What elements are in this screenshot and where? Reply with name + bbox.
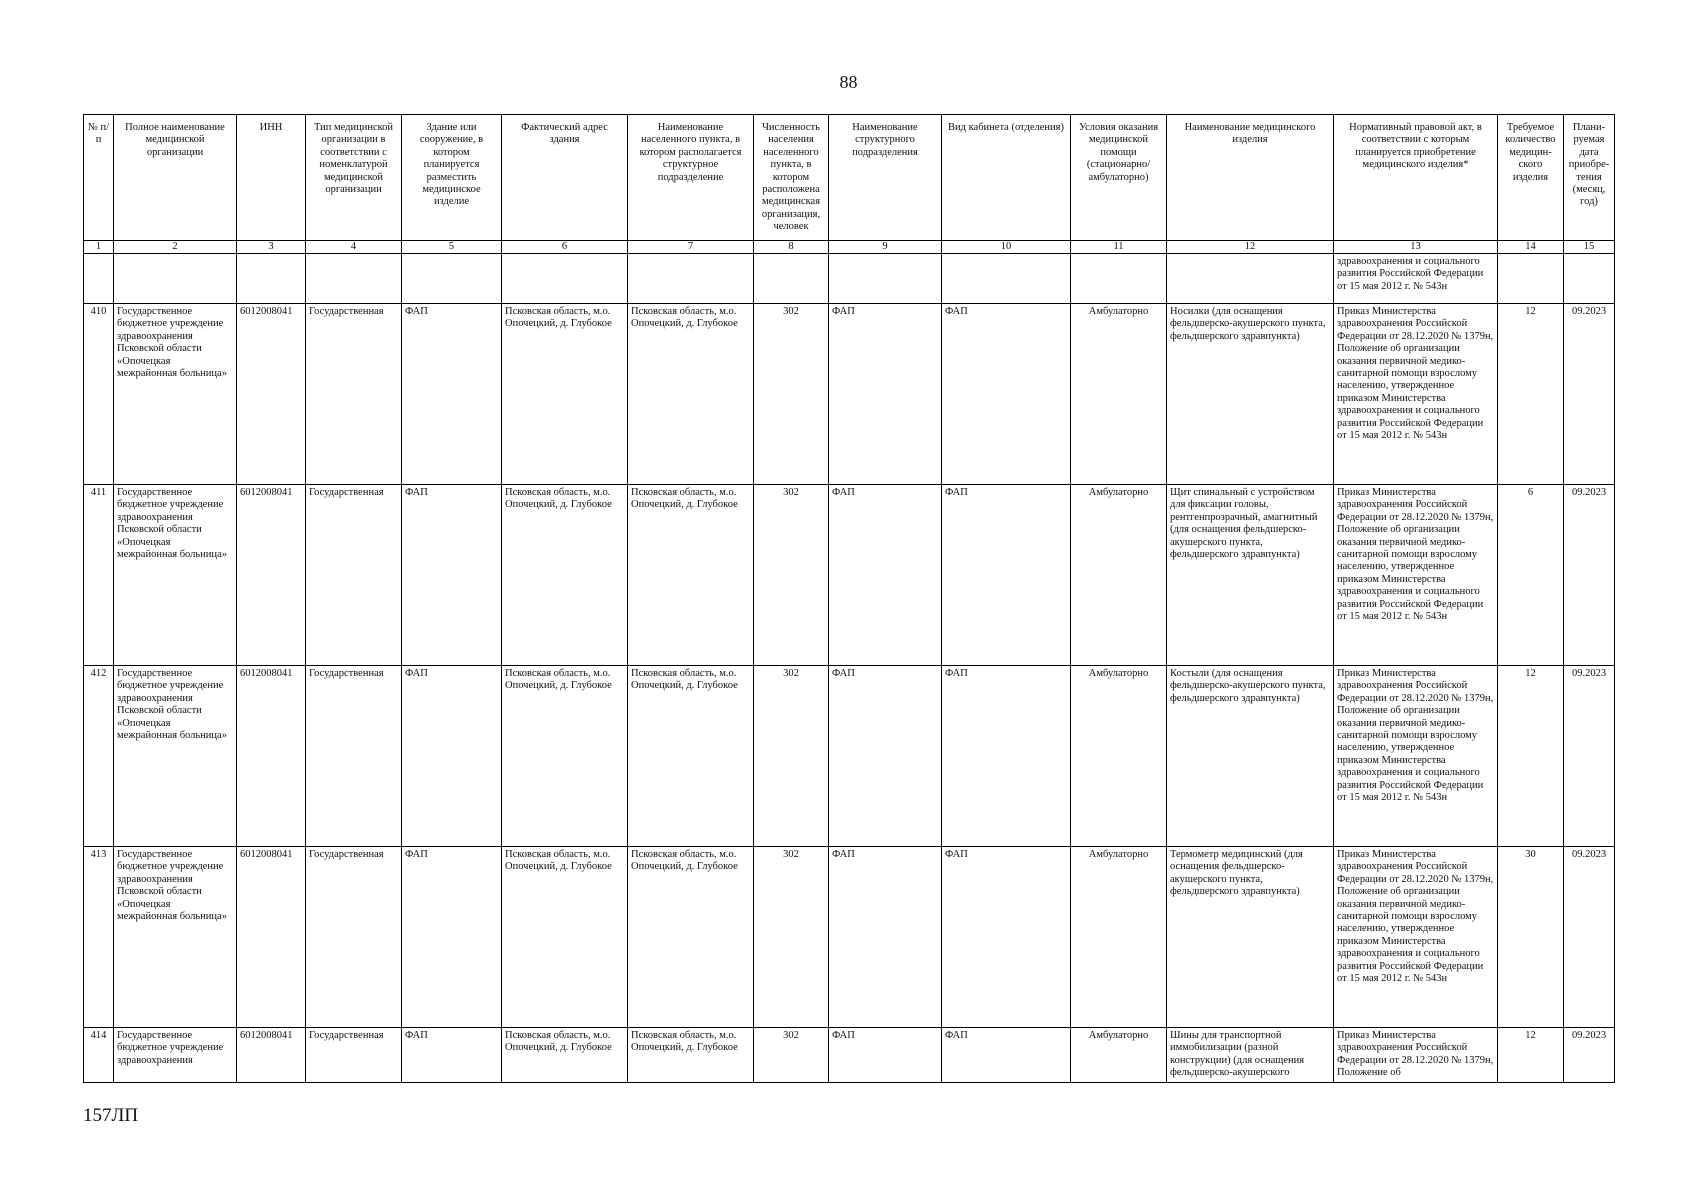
column-number: 10 bbox=[942, 241, 1071, 254]
header-cell: ИНН bbox=[237, 115, 306, 241]
legal-act: Приказ Министерства здравоохранения Российской Федерации от 28.12.2020 № 1379н, Положение об организации оказания первичной медико-санитарной помощи взрослому населению, утвержденное приказом Министерства здравоохранения и социального развития Российской Федерации от 15 мая 2012 г. № 543н bbox=[1334, 304, 1498, 485]
planned-date: 09.2023 bbox=[1564, 485, 1615, 666]
column-number: 4 bbox=[306, 241, 402, 254]
locality: Псковская область, м.о. Опочецкий, д. Глубокое bbox=[628, 304, 754, 485]
column-number: 8 bbox=[754, 241, 829, 254]
inn: 6012008041 bbox=[237, 666, 306, 847]
subdivision: ФАП bbox=[829, 847, 942, 1028]
device-name: Костыли (для оснащения фельдшерско-акушерского пункта, фельдшерского здравпункта) bbox=[1167, 666, 1334, 847]
page-number: 88 bbox=[839, 72, 858, 92]
subdivision: ФАП bbox=[829, 485, 942, 666]
legal-act: Приказ Министерства здравоохранения Российской Федерации от 28.12.2020 № 1379н, Положение об организации оказания первичной медико-санитарной помощи взрослому населению, утвержденное приказом Министерства здравоохранения и социального развития Российской Федерации от 15 мая 2012 г. № 543н bbox=[1334, 666, 1498, 847]
header-cell: Наименование структурного подразделения bbox=[829, 115, 942, 241]
column-number: 11 bbox=[1071, 241, 1167, 254]
address: Псковская область, м.о. Опочецкий, д. Глубокое bbox=[502, 485, 628, 666]
column-number: 9 bbox=[829, 241, 942, 254]
planned-date: 09.2023 bbox=[1564, 847, 1615, 1028]
address: Псковская область, м.о. Опочецкий, д. Глубокое bbox=[502, 1028, 628, 1083]
continuation-text: здравоохранения и социального развития Российской Федерации от 15 мая 2012 г. № 543н bbox=[1334, 254, 1498, 304]
header-cell: Вид кабинета (отделения) bbox=[942, 115, 1071, 241]
cabinet: ФАП bbox=[942, 1028, 1071, 1083]
building: ФАП bbox=[402, 485, 502, 666]
inn: 6012008041 bbox=[237, 485, 306, 666]
population: 302 bbox=[754, 485, 829, 666]
table-row bbox=[84, 666, 1615, 847]
device-name: Шины для транспортной иммобилизации (разной конструкции) (для оснащения фельдшерско-акушерского bbox=[1167, 1028, 1334, 1083]
column-number: 12 bbox=[1167, 241, 1334, 254]
quantity: 12 bbox=[1498, 1028, 1564, 1083]
org-type: Государственная bbox=[306, 485, 402, 666]
header-cell: Требуемое количество медицин-ского изделия bbox=[1498, 115, 1564, 241]
conditions: Амбулаторно bbox=[1071, 847, 1167, 1028]
locality: Псковская область, м.о. Опочецкий, д. Глубокое bbox=[628, 485, 754, 666]
planned-date: 09.2023 bbox=[1564, 304, 1615, 485]
header-cell: Наименование медицинского изделия bbox=[1167, 115, 1334, 241]
org-name: Государственное бюджетное учреждение здравоохранения Псковской области «Опочецкая межрайонная больница» bbox=[114, 847, 237, 1028]
inn: 6012008041 bbox=[237, 304, 306, 485]
legal-act: Приказ Министерства здравоохранения Российской Федерации от 28.12.2020 № 1379н, Положение об bbox=[1334, 1028, 1498, 1083]
address: Псковская область, м.о. Опочецкий, д. Глубокое bbox=[502, 304, 628, 485]
column-number: 14 bbox=[1498, 241, 1564, 254]
org-name: Государственное бюджетное учреждение здравоохранения bbox=[114, 1028, 237, 1083]
conditions: Амбулаторно bbox=[1071, 485, 1167, 666]
org-name: Государственное бюджетное учреждение здравоохранения Псковской области «Опочецкая межрайонная больница» bbox=[114, 485, 237, 666]
planned-date: 09.2023 bbox=[1564, 1028, 1615, 1083]
row-number: 412 bbox=[84, 666, 114, 847]
quantity: 12 bbox=[1498, 666, 1564, 847]
legal-act: Приказ Министерства здравоохранения Российской Федерации от 28.12.2020 № 1379н, Положение об организации оказания первичной медико-санитарной помощи взрослому населению, утвержденное приказом Министерства здравоохранения и социального развития Российской Федерации от 15 мая 2012 г. № 543н bbox=[1334, 485, 1498, 666]
quantity: 12 bbox=[1498, 304, 1564, 485]
subdivision: ФАП bbox=[829, 304, 942, 485]
quantity: 30 bbox=[1498, 847, 1564, 1028]
address: Псковская область, м.о. Опочецкий, д. Глубокое bbox=[502, 847, 628, 1028]
column-number: 5 bbox=[402, 241, 502, 254]
column-number: 2 bbox=[114, 241, 237, 254]
inn: 6012008041 bbox=[237, 847, 306, 1028]
org-name: Государственное бюджетное учреждение здравоохранения Псковской области «Опочецкая межрайонная больница» bbox=[114, 666, 237, 847]
org-type: Государственная bbox=[306, 666, 402, 847]
header-cell: Условия оказания медицинской помощи (стационарно/ амбулаторно) bbox=[1071, 115, 1167, 241]
population: 302 bbox=[754, 1028, 829, 1083]
header-cell: Наименование населенного пункта, в котором располагается структурное подразделение bbox=[628, 115, 754, 241]
locality: Псковская область, м.о. Опочецкий, д. Глубокое bbox=[628, 666, 754, 847]
building: ФАП bbox=[402, 847, 502, 1028]
row-number: 414 bbox=[84, 1028, 114, 1083]
continuation-row bbox=[84, 254, 1615, 304]
building: ФАП bbox=[402, 666, 502, 847]
header-cell: Плани-руемая дата приобре-тения (месяц, год) bbox=[1564, 115, 1615, 241]
population: 302 bbox=[754, 304, 829, 485]
header-cell: № п/п bbox=[84, 115, 114, 241]
conditions: Амбулаторно bbox=[1071, 1028, 1167, 1083]
table-row bbox=[84, 485, 1615, 666]
header-cell: Численность населения населенного пункта, в котором расположена медицинская организация, человек bbox=[754, 115, 829, 241]
conditions: Амбулаторно bbox=[1071, 304, 1167, 485]
org-type: Государственная bbox=[306, 847, 402, 1028]
column-number: 7 bbox=[628, 241, 754, 254]
legal-act: Приказ Министерства здравоохранения Российской Федерации от 28.12.2020 № 1379н, Положение об организации оказания первичной медико-санитарной помощи взрослому населению, утвержденное приказом Министерства здравоохранения и социального развития Российской Федерации от 15 мая 2012 г. № 543н bbox=[1334, 847, 1498, 1028]
header-cell: Здание или сооружение, в котором планируется разместить медицинское изделие bbox=[402, 115, 502, 241]
row-number: 410 bbox=[84, 304, 114, 485]
conditions: Амбулаторно bbox=[1071, 666, 1167, 847]
population: 302 bbox=[754, 847, 829, 1028]
inn: 6012008041 bbox=[237, 1028, 306, 1083]
column-number-row bbox=[84, 241, 1615, 254]
locality: Псковская область, м.о. Опочецкий, д. Глубокое bbox=[628, 847, 754, 1028]
cabinet: ФАП bbox=[942, 847, 1071, 1028]
column-number: 13 bbox=[1334, 241, 1498, 254]
org-type: Государственная bbox=[306, 304, 402, 485]
table-row bbox=[84, 1028, 1615, 1083]
device-name: Щит спинальный с устройством для фиксации головы, рентгенпрозрачный, амагнитный (для оснащения фельдшерско-акушерского пункта, фельдшерского здравпункта) bbox=[1167, 485, 1334, 666]
medical-devices-table bbox=[83, 114, 1615, 1083]
row-number: 413 bbox=[84, 847, 114, 1028]
column-number: 15 bbox=[1564, 241, 1615, 254]
header-cell: Нормативный правовой акт, в соответствии с которым планируется приобретение медицинского изделия* bbox=[1334, 115, 1498, 241]
header-cell: Тип медицинской организации в соответствии с номенклатурой медицинской организации bbox=[306, 115, 402, 241]
population: 302 bbox=[754, 666, 829, 847]
cabinet: ФАП bbox=[942, 485, 1071, 666]
org-type: Государственная bbox=[306, 1028, 402, 1083]
locality: Псковская область, м.о. Опочецкий, д. Глубокое bbox=[628, 1028, 754, 1083]
building: ФАП bbox=[402, 1028, 502, 1083]
quantity: 6 bbox=[1498, 485, 1564, 666]
column-number: 1 bbox=[84, 241, 114, 254]
column-number: 3 bbox=[237, 241, 306, 254]
table-row bbox=[84, 304, 1615, 485]
device-name: Термометр медицинский (для оснащения фельдшерско-акушерского пункта, фельдшерского здравпункта) bbox=[1167, 847, 1334, 1028]
cabinet: ФАП bbox=[942, 304, 1071, 485]
header-cell: Полное наименование медицинской организации bbox=[114, 115, 237, 241]
subdivision: ФАП bbox=[829, 666, 942, 847]
building: ФАП bbox=[402, 304, 502, 485]
device-name: Носилки (для оснащения фельдшерско-акушерского пункта, фельдшерского здравпункта) bbox=[1167, 304, 1334, 485]
cabinet: ФАП bbox=[942, 666, 1071, 847]
table-row bbox=[84, 847, 1615, 1028]
column-number: 6 bbox=[502, 241, 628, 254]
planned-date: 09.2023 bbox=[1564, 666, 1615, 847]
row-number: 411 bbox=[84, 485, 114, 666]
header-cell: Фактический адрес здания bbox=[502, 115, 628, 241]
document-footer-code: 157ЛП bbox=[83, 1105, 139, 1126]
address: Псковская область, м.о. Опочецкий, д. Глубокое bbox=[502, 666, 628, 847]
table-header-row bbox=[84, 115, 1615, 241]
org-name: Государственное бюджетное учреждение здравоохранения Псковской области «Опочецкая межрайонная больница» bbox=[114, 304, 237, 485]
subdivision: ФАП bbox=[829, 1028, 942, 1083]
